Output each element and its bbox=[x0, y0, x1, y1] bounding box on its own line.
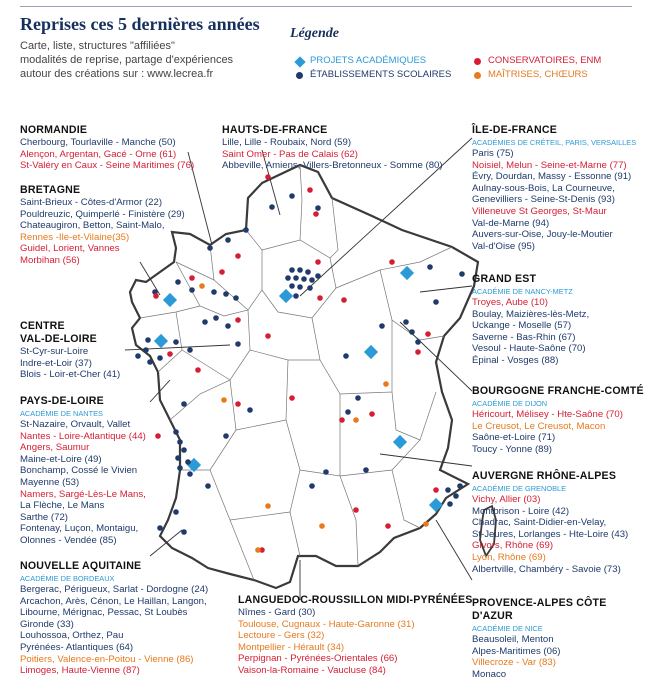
marker-school bbox=[345, 409, 351, 415]
region-line: Namers, Sargé-Lès-Le Mans, bbox=[20, 488, 146, 500]
region-line: Vesoul - Haute-Saône (70) bbox=[472, 343, 586, 355]
marker-conservatoire bbox=[369, 411, 375, 417]
marker-maitrise bbox=[353, 417, 359, 423]
marker-school bbox=[223, 291, 229, 297]
marker-school bbox=[185, 459, 191, 465]
department-borders bbox=[140, 165, 452, 580]
marker-school bbox=[309, 277, 315, 283]
marker-conservatoire bbox=[189, 275, 195, 281]
marker-school bbox=[147, 359, 153, 365]
region-lines bbox=[472, 148, 636, 252]
region-nouvelle-aquitaine bbox=[20, 560, 208, 677]
region-lines bbox=[20, 197, 185, 267]
region-academy: ACADÉMIE DE NANTES bbox=[20, 409, 103, 418]
region-line: Gironde (33) bbox=[20, 618, 74, 630]
marker-diamond bbox=[429, 498, 443, 512]
region-line: Fontenay, Luçon, Montaigu, bbox=[20, 523, 139, 535]
region-line: Pouldreuzic, Quimperlé - Finistère (29) bbox=[20, 208, 185, 220]
region-line: St-Valéry en Caux - Seine Maritimes (76) bbox=[20, 160, 195, 172]
region-title: LANGUEDOC-ROUSSILLON MIDI-PYRÉNÉES bbox=[238, 594, 473, 606]
region-line: Angers, Saumur bbox=[20, 442, 90, 454]
legend-title: Légende bbox=[290, 26, 339, 41]
marker-conservatoire bbox=[235, 253, 241, 259]
legend-label: CONSERVATOIRES, ENM bbox=[488, 55, 602, 66]
marker-school bbox=[445, 487, 451, 493]
region-title: GRAND EST bbox=[472, 273, 537, 285]
marker-conservatoire bbox=[415, 349, 421, 355]
marker-maitrise bbox=[255, 547, 261, 553]
region-title: HAUTS-DE-FRANCE bbox=[222, 124, 328, 136]
marker-conservatoire bbox=[353, 507, 359, 513]
region-lines bbox=[472, 494, 628, 575]
marker-school bbox=[173, 429, 179, 435]
region-languedoc bbox=[238, 594, 473, 677]
region-line: Limoges, Haute-Vienne (87) bbox=[20, 665, 140, 677]
marker-conservatoire bbox=[385, 523, 391, 529]
region-line: Saône-et-Loire (71) bbox=[472, 432, 556, 444]
marker-school bbox=[297, 267, 303, 273]
region-line: Nîmes - Gard (30) bbox=[238, 607, 316, 618]
region-line: Troyes, Aube (10) bbox=[472, 297, 548, 308]
region-line: Maine-et-Loire (49) bbox=[20, 453, 102, 465]
region-line: Alençon, Argentan, Gacé - Orne (61) bbox=[20, 148, 177, 160]
marker-school bbox=[202, 319, 208, 325]
marker-school bbox=[315, 205, 321, 211]
marker-school bbox=[305, 269, 311, 275]
region-line: Bergerac, Périgueux, Sarlat - Dordogne (24) bbox=[20, 584, 209, 595]
region-line: Aulnay-sous-Bois, La Courneuve, bbox=[472, 182, 615, 194]
marker-diamond bbox=[393, 435, 407, 449]
marker-school bbox=[233, 295, 239, 301]
region-bretagne bbox=[20, 184, 185, 267]
region-line: Perpignan - Pyrénées-Orientales (66) bbox=[238, 653, 398, 665]
region-title: BOURGOGNE FRANCHE-COMTÉ bbox=[472, 385, 644, 397]
marker-school bbox=[205, 483, 211, 489]
region-line: Sarthe (72) bbox=[20, 511, 68, 523]
legend-label: ÉTABLISSEMENTS SCOLAIRES bbox=[310, 69, 452, 80]
region-line: Lectoure - Gers (32) bbox=[238, 630, 325, 642]
region-line: Saverne - Bas-Rhin (67) bbox=[472, 331, 576, 343]
region-pays-de-loire bbox=[20, 395, 146, 547]
marker-school bbox=[285, 275, 291, 281]
region-line: Vichy, Allier (03) bbox=[472, 494, 541, 505]
region-line: Louhossoa, Orthez, Pau bbox=[20, 630, 124, 642]
marker-diamond bbox=[154, 334, 168, 348]
region-line: Boulay, Maizières-lès-Metz, bbox=[472, 308, 590, 320]
region-line: Villecroze - Var (83) bbox=[472, 657, 556, 669]
region-ile-de-france bbox=[472, 124, 636, 252]
marker-conservatoire bbox=[339, 417, 345, 423]
marker-maitrise bbox=[265, 503, 271, 509]
page-title: Reprises ces 5 dernières années bbox=[20, 14, 260, 34]
marker-conservatoire bbox=[389, 259, 395, 265]
region-line: Morbihan (56) bbox=[20, 254, 80, 266]
marker-school bbox=[181, 529, 187, 535]
marker-diamond bbox=[364, 345, 378, 359]
marker-school bbox=[457, 483, 463, 489]
region-lines bbox=[20, 137, 194, 172]
region-provence bbox=[472, 597, 650, 680]
marker-school bbox=[177, 465, 183, 471]
marker-school bbox=[173, 339, 179, 345]
region-lines bbox=[238, 607, 473, 677]
region-title: NORMANDIE bbox=[20, 124, 88, 136]
region-academy: ACADÉMIE DE GRENOBLE bbox=[472, 484, 567, 493]
marker-maitrise bbox=[221, 397, 227, 403]
region-line: St-Jeures, Lorlanges - Hte-Loire (43) bbox=[472, 528, 629, 540]
marker-maitrise bbox=[423, 521, 429, 527]
region-line: Lyon, Rhône (69) bbox=[472, 551, 546, 563]
marker-school bbox=[173, 509, 179, 515]
marker-school bbox=[181, 401, 187, 407]
region-line: Mayenne (53) bbox=[20, 476, 80, 488]
region-line: Épinal - Vosges (88) bbox=[472, 354, 559, 366]
marker-conservatoire bbox=[235, 317, 241, 323]
region-line: Val-d'Oise (95) bbox=[472, 240, 535, 252]
region-line: Vaison-la-Romaine - Vaucluse (84) bbox=[238, 664, 386, 676]
marker-school bbox=[247, 407, 253, 413]
marker-school bbox=[293, 293, 299, 299]
region-title: ÎLE-DE-FRANCE bbox=[472, 124, 557, 136]
region-line: Auvers-sur-Oise, Jouy-le-Moutier bbox=[472, 229, 613, 241]
region-line: Lille, Lille - Roubaix, Nord (59) bbox=[222, 137, 352, 148]
marker-school bbox=[211, 289, 217, 295]
marker-conservatoire bbox=[317, 295, 323, 301]
marker-school bbox=[289, 283, 295, 289]
marker-maitrise bbox=[319, 523, 325, 529]
marker-diamond bbox=[400, 266, 414, 280]
legend-label: MAÎTRISES, CHŒURS bbox=[488, 69, 588, 80]
marker-school bbox=[177, 439, 183, 445]
marker-school bbox=[143, 347, 149, 353]
marker-conservatoire bbox=[235, 401, 241, 407]
marker-school bbox=[269, 204, 275, 210]
marker-conservatoire bbox=[265, 333, 271, 339]
marker-school bbox=[453, 493, 459, 499]
region-line: St-Nazaire, Orvault, Vallet bbox=[20, 419, 131, 430]
region-line: Paris (75) bbox=[472, 148, 514, 159]
marker-school bbox=[157, 355, 163, 361]
region-title: NOUVELLE AQUITAINE bbox=[20, 560, 142, 572]
region-line: Arcachon, Arès, Cénon, Le Haillan, Langon, bbox=[20, 595, 207, 607]
region-lines bbox=[20, 346, 120, 381]
region-title: PROVENCE-ALPES CÔTE D'AZUR bbox=[472, 597, 607, 622]
region-line: Pyrénées- Atlantiques (64) bbox=[20, 641, 134, 653]
region-line: Albertville, Chambéry - Savoie (73) bbox=[472, 563, 621, 575]
marker-school bbox=[415, 339, 421, 345]
region-normandie bbox=[20, 124, 194, 172]
marker-conservatoire bbox=[313, 211, 319, 217]
region-hauts-de-france bbox=[222, 124, 443, 172]
marker-school bbox=[307, 285, 313, 291]
region-line: Abbeville, Amiens, Villers-Bretonneux - Somme (80) bbox=[222, 160, 443, 172]
region-lines bbox=[222, 137, 443, 172]
marker-school bbox=[427, 264, 433, 270]
region-line: Blois - Loir-et-Cher (41) bbox=[20, 369, 121, 381]
marker-conservatoire bbox=[289, 395, 295, 401]
region-line: Chateaugiron, Betton, Saint-Malo, bbox=[20, 220, 165, 232]
region-line: Villeneuve St Georges, St-Maur bbox=[472, 205, 607, 217]
region-line: Bonchamp, Cossé le Vivien bbox=[20, 465, 138, 477]
region-lines bbox=[20, 584, 208, 677]
marker-school bbox=[175, 279, 181, 285]
region-line: Poitiers, Valence-en-Poitou - Vienne (86) bbox=[20, 653, 194, 665]
marker-school bbox=[301, 276, 307, 282]
page-subtitle: Carte, liste, structures "affiliées" modalités de reprise, partage d'expériences autour des créations sur : www.lecrea.fr bbox=[20, 40, 234, 80]
region-lines bbox=[20, 419, 146, 547]
marker-conservatoire bbox=[153, 293, 159, 299]
region-line: Saint-Brieux - Côtes-d'Armor (22) bbox=[20, 197, 163, 208]
conservatoire-markers bbox=[153, 174, 439, 553]
marker-school bbox=[447, 501, 453, 507]
region-line: Le Creusot, Le Creusot, Macon bbox=[472, 420, 606, 432]
region-line: Cherbourg, Tourlaville - Manche (50) bbox=[20, 137, 176, 148]
marker-school bbox=[135, 353, 141, 359]
region-centre bbox=[20, 320, 120, 381]
marker-school bbox=[187, 471, 193, 477]
marker-school bbox=[289, 267, 295, 273]
maitrise-markers bbox=[199, 283, 429, 553]
marker-conservatoire bbox=[315, 259, 321, 265]
marker-school bbox=[235, 341, 241, 347]
marker-conservatoire bbox=[167, 351, 173, 357]
region-line: La Flèche, Le Mans bbox=[20, 500, 105, 512]
marker-school bbox=[223, 433, 229, 439]
region-title: BRETAGNE bbox=[20, 184, 81, 196]
marker-school bbox=[379, 323, 385, 329]
region-line: Rennes -Ile-et-Vilaine(35) bbox=[20, 231, 130, 243]
marker-school bbox=[297, 284, 303, 290]
region-line: Noisiel, Melun - Seine-et-Marne (77) bbox=[472, 159, 627, 171]
marker-conservatoire bbox=[155, 433, 161, 439]
region-line: Genevilliers - Seine-St-Denis (93) bbox=[472, 194, 615, 206]
marker-school bbox=[323, 469, 329, 475]
region-line: Saint Omer - Pas de Calais (62) bbox=[222, 148, 358, 160]
region-title: AUVERGNE RHÔNE-ALPES bbox=[472, 470, 617, 482]
marker-school bbox=[433, 299, 439, 305]
marker-school bbox=[403, 319, 409, 325]
marker-school bbox=[157, 525, 163, 531]
region-line: Libourne, Mérignac, Pessac, St Loubès bbox=[20, 607, 188, 619]
region-line: Chadrac, Saint-Didier-en-Velay, bbox=[472, 517, 607, 529]
marker-school bbox=[343, 353, 349, 359]
marker-conservatoire bbox=[433, 487, 439, 493]
marker-school bbox=[309, 483, 315, 489]
marker-school bbox=[189, 287, 195, 293]
region-auvergne bbox=[472, 470, 628, 575]
region-title: CENTRE VAL-DE-LOIRE bbox=[20, 320, 97, 345]
region-line: Toulouse, Cugnaux - Haute-Garonne (31) bbox=[238, 618, 415, 630]
region-lines bbox=[472, 297, 589, 367]
marker-school bbox=[409, 329, 415, 335]
region-academy: ACADÉMIE DE BORDEAUX bbox=[20, 574, 115, 583]
marker-conservatoire bbox=[265, 174, 271, 180]
marker-school bbox=[315, 273, 321, 279]
region-bourgogne bbox=[472, 385, 644, 455]
marker-school bbox=[363, 467, 369, 473]
marker-conservatoire bbox=[219, 269, 225, 275]
marker-school bbox=[145, 337, 151, 343]
region-line: Montpellier - Hérault (34) bbox=[238, 641, 345, 653]
marker-school bbox=[207, 245, 213, 251]
marker-diamond bbox=[163, 293, 177, 307]
region-line: Uckange - Moselle (57) bbox=[472, 320, 572, 332]
region-lines bbox=[472, 409, 644, 455]
region-academy: ACADÉMIE DE NANCY-METZ bbox=[472, 287, 573, 296]
marker-school bbox=[225, 323, 231, 329]
region-line: Indre-et-Loir (37) bbox=[20, 357, 92, 369]
marker-school bbox=[175, 455, 181, 461]
region-academy: ACADÉMIES DE CRÉTEIL, PARIS, VERSAILLES bbox=[472, 138, 637, 147]
marker-school bbox=[355, 395, 361, 401]
marker-maitrise bbox=[199, 283, 205, 289]
marker-school bbox=[225, 237, 231, 243]
region-line: Monaco bbox=[472, 668, 507, 680]
marker-school bbox=[289, 193, 295, 199]
region-line: Montbrison - Loire (42) bbox=[472, 505, 570, 517]
region-line: Évry, Dourdan, Massy - Essonne (91) bbox=[472, 171, 632, 183]
legend-label: PROJETS ACADÉMIQUES bbox=[310, 55, 427, 66]
region-line: St-Cyr-sur-Loire bbox=[20, 346, 89, 357]
region-line: Beausoleil, Menton bbox=[472, 634, 554, 645]
region-line: Olonnes - Vendée (85) bbox=[20, 534, 117, 546]
marker-school bbox=[243, 227, 249, 233]
marker-conservatoire bbox=[425, 331, 431, 337]
region-line: Guidel, Lorient, Vannes bbox=[20, 243, 120, 255]
region-line: Toucy - Yonne (89) bbox=[472, 443, 552, 455]
marker-conservatoire bbox=[307, 187, 313, 193]
marker-maitrise bbox=[383, 381, 389, 387]
marker-school bbox=[213, 315, 219, 321]
marker-school bbox=[181, 447, 187, 453]
marker-diamond bbox=[279, 289, 293, 303]
region-academy: ACADÉMIE DE NICE bbox=[472, 624, 543, 633]
region-line: Alpes-Maritimes (06) bbox=[472, 645, 561, 657]
region-lines bbox=[472, 634, 650, 680]
region-line: Givors, Rhône (69) bbox=[472, 540, 554, 552]
marker-school bbox=[293, 275, 299, 281]
marker-school bbox=[459, 271, 465, 277]
marker-conservatoire bbox=[195, 367, 201, 373]
region-grand-est bbox=[472, 273, 589, 367]
region-title: PAYS-DE-LOIRE bbox=[20, 395, 104, 407]
region-line: Val-de-Marne (94) bbox=[472, 217, 550, 229]
region-academy: ACADÉMIE DE DIJON bbox=[472, 399, 548, 408]
marker-school bbox=[187, 347, 193, 353]
region-line: Nantes - Loire-Atlantique (44) bbox=[20, 430, 146, 442]
marker-conservatoire bbox=[341, 297, 347, 303]
region-line: Héricourt, Mélisey - Hte-Saône (70) bbox=[472, 409, 623, 420]
